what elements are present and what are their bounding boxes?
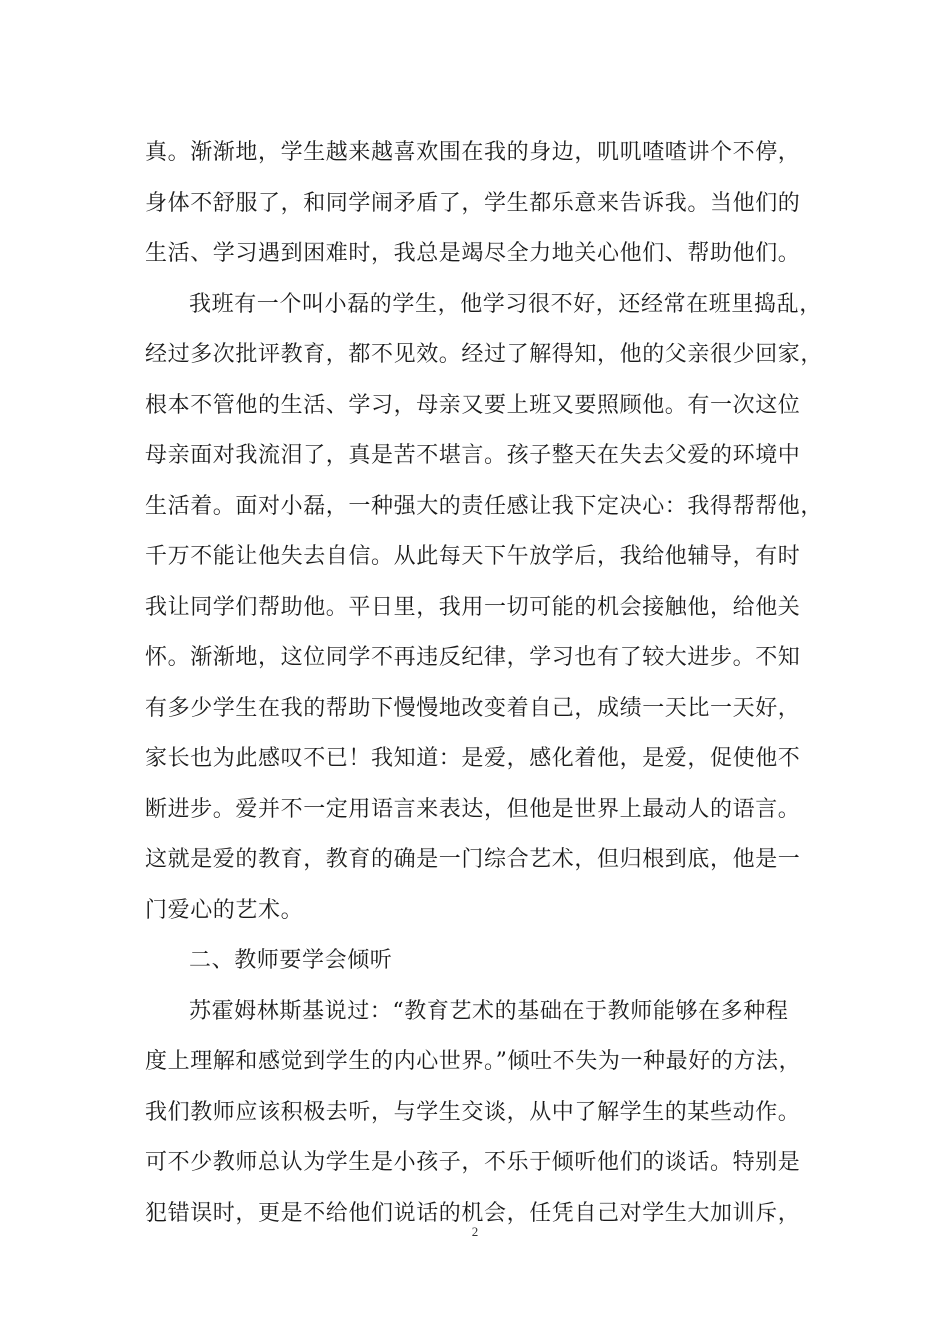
text-line: 生活、学习遇到困难时，我总是竭尽全力地关心他们、帮助他们。	[145, 241, 801, 266]
text-line: 度上理解和感觉到学生的内心世界。”倾吐不失为一种最好的方法，	[145, 1049, 802, 1074]
body-text	[145, 128, 824, 1239]
text-line: 有多少学生在我的帮助下慢慢地改变着自己，成绩一天比一天好，	[145, 695, 801, 721]
text-line: 千万不能让他失去自信。从此每天下午放学后，我给他辅导，有时	[145, 544, 801, 569]
text-line: 母亲面对我流泪了，真是苦不堪言。孩子整天在失去父爱的环境中	[145, 443, 801, 468]
text-line: 我让同学们帮助他。平日里，我用一切可能的机会接触他，给他关	[145, 594, 801, 620]
text-line: 根本不管他的生活、学习，母亲又要上班又要照顾他。有一次这位	[145, 392, 801, 418]
text-line: 断进步。爱并不一定用语言来表达，但他是世界上最动人的语言。	[145, 796, 801, 822]
page-number: 2	[471, 1224, 479, 1239]
text-line: 犯错误时，更是不给他们说话的机会，任凭自己对学生大加训斥，	[145, 1200, 801, 1226]
text-line: 这就是爱的教育，教育的确是一门综合艺术，但归根到底，他是一	[145, 847, 801, 872]
text-line: 经过多次批评教育，都不见效。经过了解得知，他的父亲很少回家，	[145, 342, 824, 367]
paragraph-first-line: 二、教师要学会倾听	[189, 948, 393, 973]
paragraph-first-line: 苏霍姆林斯基说过：“教育艺术的基础在于教师能够在多种程	[189, 998, 789, 1024]
text-line: 可不少教师总认为学生是小孩子，不乐于倾听他们的谈话。特别是	[145, 1150, 801, 1175]
paragraph-first-line: 我班有一个叫小磊的学生，他学习很不好，还经常在班里捣乱，	[189, 291, 822, 317]
text-line: 生活着。面对小磊，一种强大的责任感让我下定决心：我得帮帮他，	[145, 493, 824, 519]
text-line: 家长也为此感叹不已！我知道：是爱，感化着他，是爱，促使他不	[145, 746, 801, 771]
text-line: 真。渐渐地，学生越来越喜欢围在我的身边，叽叽喳喳讲个不停，	[145, 140, 801, 165]
text-line: 门爱心的艺术。	[145, 897, 304, 923]
text-line: 我们教师应该积极去听，与学生交谈，从中了解学生的某些动作。	[145, 1099, 801, 1125]
text-line: 怀。渐渐地，这位同学不再违反纪律，学习也有了较大进步。不知	[145, 645, 801, 670]
text-line: 身体不舒服了，和同学闹矛盾了，学生都乐意来告诉我。当他们的	[145, 190, 801, 216]
